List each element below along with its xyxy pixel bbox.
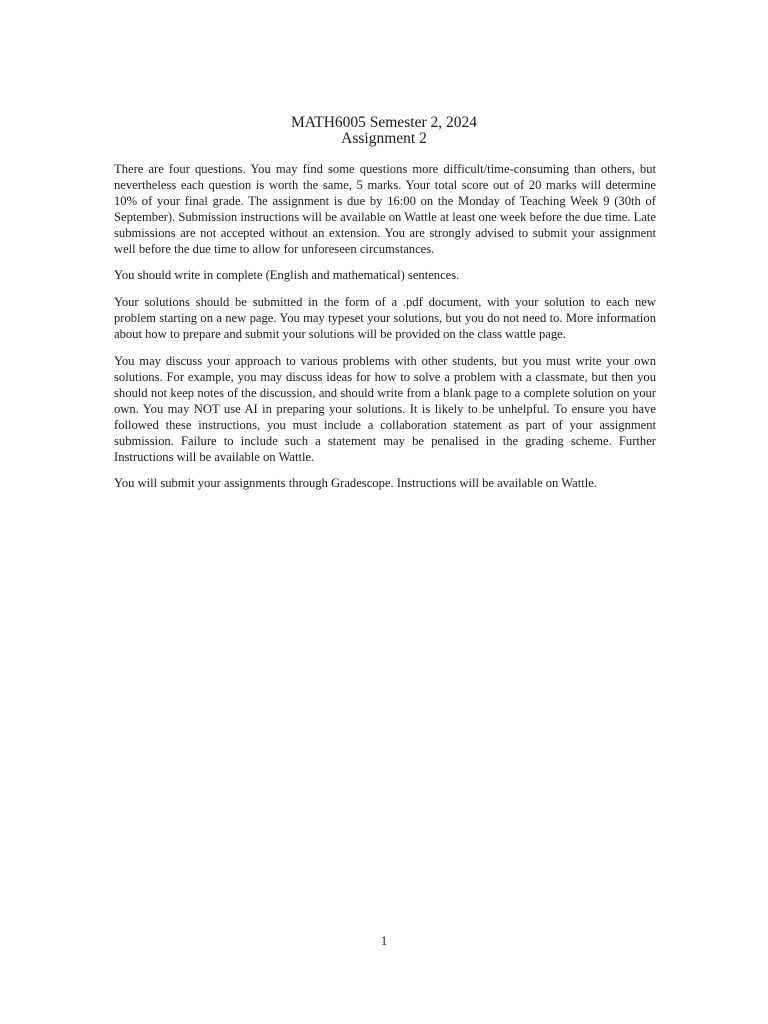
document-body <box>114 162 656 503</box>
paragraph-submission-format: Your solutions should be submitted in the form of a .pdf document, with your solution to each new problem starting on a new page. You may typeset your solutions, but you do not need to. More information about how to prepare and submit your solutions will be provided on the class wattle page. <box>114 295 656 342</box>
document-title <box>0 115 768 147</box>
page-number: 1 <box>380 934 388 948</box>
paragraph-writing-style: You should write in complete (English and mathematical) sentences. <box>114 268 460 283</box>
paragraph-overview: There are four questions. You may find some questions more difficult/time-consuming than others, but nevertheless each question is worth the same, 5 marks. Your total score out of 20 marks will determine 10% of your final grade. The assignment is due by 16:00 on the Monday of Teaching Week 9 (30th of September). Submission instructions will be available on Wattle at least one week before the due time. Late submissions are not accepted without an extension. You are strongly advised to submit your assignment well before the due time to allow for unforeseen circumstances. <box>114 162 656 256</box>
course-title: MATH6005 Semester 2, 2024 <box>291 114 477 131</box>
paragraph-gradescope: You will submit your assignments through Gradescope. Instructions will be available on Wattle. <box>114 476 597 491</box>
assignment-title: Assignment 2 <box>341 130 427 147</box>
paragraph-collaboration: You may discuss your approach to various problems with other students, but you must write your own solutions. For example, you may discuss ideas for how to solve a problem with a classmate, but then you should not keep notes of the discussion, and should write from a blank page to a complete solution on your own. You may NOT use AI in preparing your solutions. It is likely to be unhelpful. To ensure you have followed these instructions, you must include a collaboration statement as part of your assignment submission. Failure to include such a statement may be penalised in the grading scheme. Further Instructions will be available on Wattle. <box>114 354 656 464</box>
